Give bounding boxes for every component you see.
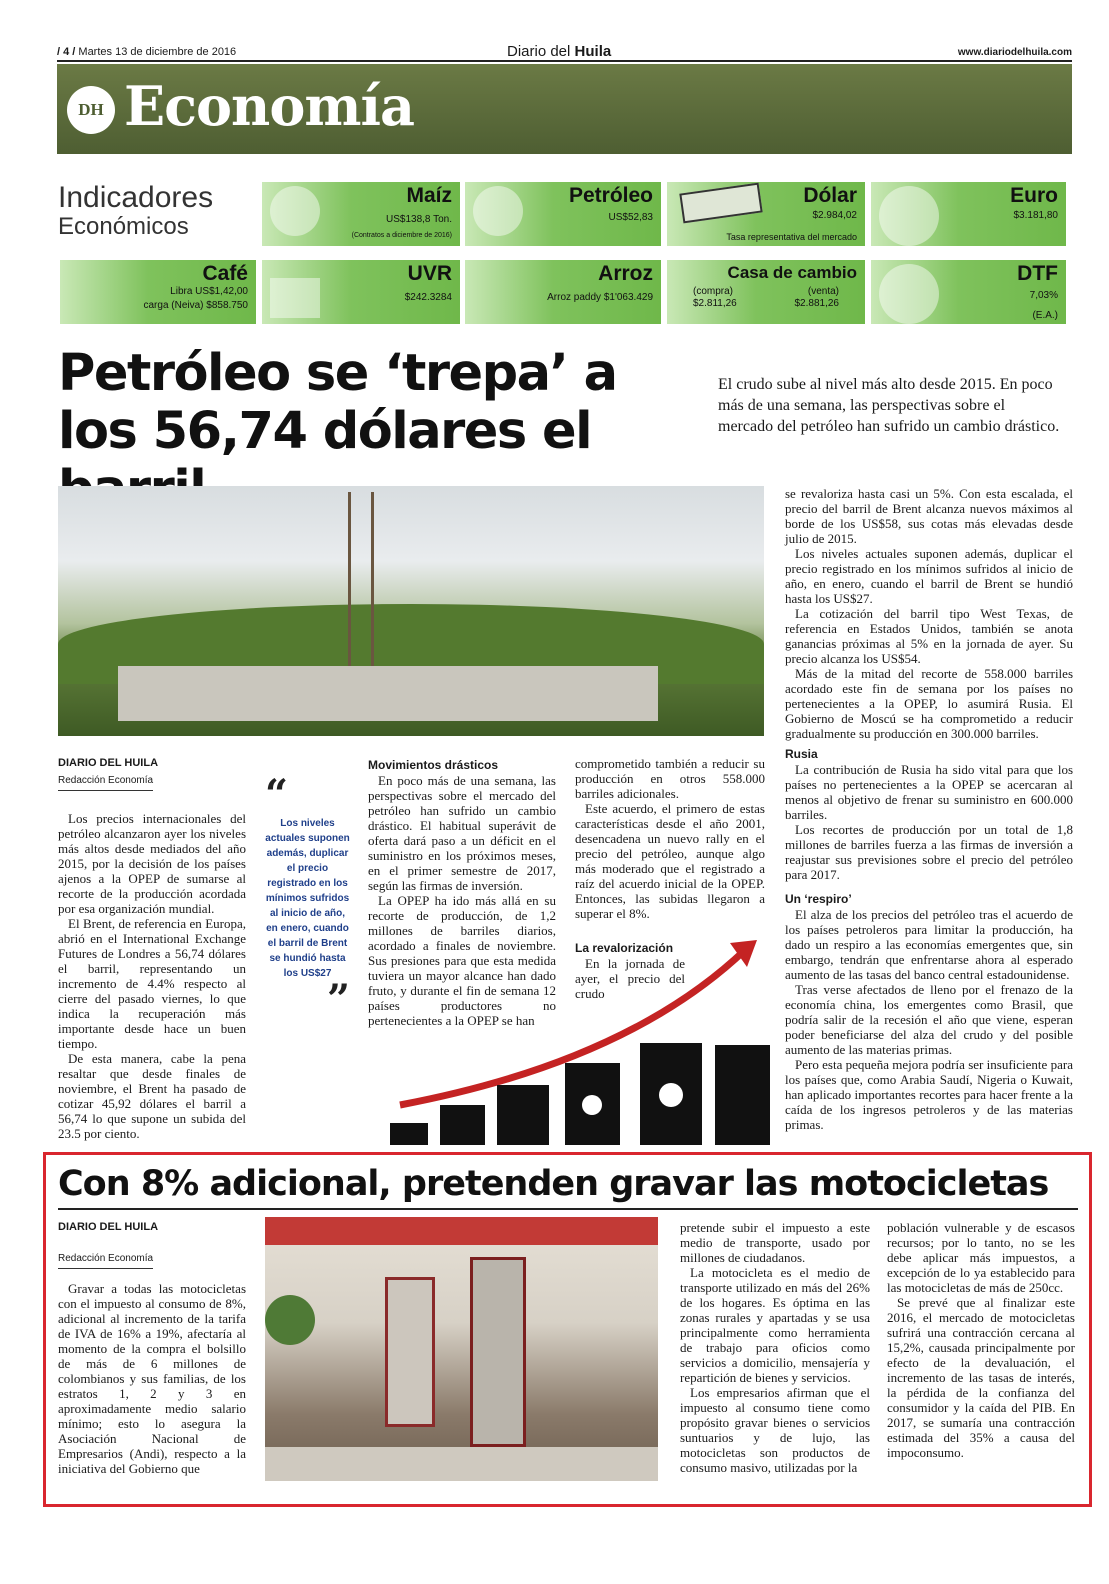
dh-logo: DH	[67, 86, 115, 134]
subhead-respiro: Un ‘respiro’	[785, 892, 852, 906]
section-banner	[57, 64, 1072, 154]
euro-icon	[879, 186, 939, 246]
headline-rule	[58, 1208, 1078, 1210]
indicator-arroz: Arroz Arroz paddy $1'063.429	[465, 260, 661, 324]
article1-col5: se revaloriza hasta casi un 5%. Con esta escalada, el precio del barril de Brent alcanza nuevos máximos al borde de los US$58, sus cotas más elevadas desde julio de 2015. Los niveles actuales suponen además, duplicar el precio registrado en los mínimos sufridos al inicio de año, en enero, cuando el barril de Brent se hundió hasta los US$27. La cotización del barril tipo West Texas, de referencia en Estados Unidos, también se anota ganancias próximas al 5% en la jornada de ayer. Su precio alcanza los US$54. Más de la mitad del recorte de 558.000 barriles acordado este fin de semana por los países no pertenecientes a la OPEP, lo asumirá Rusia. El Gobierno de Moscú se ha comprometido a reducir gradualmente su producción en 300.000 barriles. Rusia La contribución de Rusia ha sido vital para que los países no pertenecientes a la OPEP se acercaran al menos al objetivo de frenar su suministro en 600.000 barriles. Los recortes de producción por un total de 1,8 millones de barriles fuerza a las firmas de inversión a reajustar sus previsiones sobre el precio del petróleo para 2017. Un ‘respiro’ El alza de los precios del petróleo tras el acuerdo de los países petroleros para limitar la producción, ha dado un respiro a las economías emergentes que, sin embargo, tendrán que enfrentarse ahora al esperado aumento de las tasas del banco central estadounidense. Tras verse afectados de lleno por el frenazo de la economía china, los emergentes como Brasil, que podría salir de la recesión el año que viene, esperan poder beneficiarse del alza del crudo y del posible aumento de las materias primas. Pero esta pequeña mejora podría ser insuficiente para los países que, como Arabia Saudí, Nigeria o Kuwait, han aplicado importantes recortes para hacer frente a la caída de los ingresos petroleros y de las materias primas.	[785, 486, 1073, 1132]
indicator-euro: Euro $3.181,80	[871, 182, 1066, 246]
pull-quote: “ Los niveles actuales suponen además, duplicar el precio registrado en los mínimos sufridos al inicio de año, en enero, cuando el barril de Brent se hundió hasta los US$27 ”	[265, 771, 350, 1023]
gas-station-motorcycles-photo	[265, 1217, 658, 1481]
article2-col3: pretende subir el impuesto a este medio de transporte, usado por millones de ciudadanos. La motocicleta es el medio de transporte utilizado en más del 26% de los hogares. Es óptima en las zonas rurales y apartadas y se usa principalmente como herramienta de trabajo para oficios como servicios a domicilio, mensajería y repartición de bienes y servicios. Los empresarios afirman que el impuesto al consumo tiene como propósito gravar bienes o servicios suntuarios y de lujo, las motocicletas son productos de consumo masivo, utilizadas por la	[680, 1220, 870, 1475]
byline: DIARIO DEL HUILA	[58, 1221, 159, 1233]
buildings-icon	[270, 278, 320, 318]
oil-rig-photo	[58, 486, 764, 736]
byline-sub: Redacción Economía	[58, 773, 153, 791]
section-title: Economía	[124, 74, 414, 138]
oil-drop-icon	[473, 186, 523, 236]
article1-col1: DIARIO DEL HUILA Redacción Economía Los precios internacionales del petróleo alcanzaron ayer los niveles más altos desde mediados del año 2015, por la decisión de los países ajenos a la OPEP de sumarse al recorte de la producción acordada por esa organización mundial. El Brent, de referencia en Europa, abrió en el International Exchange Futures de Londres a 56,74 dólares el barril, representando un incremento de 4.4% respecto al cierre del pasado viernes, lo que indica la recuperación más importante desde hace un buen tiempo. De esta manera, cabe la pena resaltar que desde finales de noviembre, el Brent ha pasado de cotizar 45,92 dólares el barril a 56,74 lo que supone un subida del 23.5 por ciento.	[58, 757, 246, 1141]
subhead-rusia: Rusia	[785, 747, 818, 761]
barrels-chart-illustration	[385, 935, 770, 1145]
article2-col4: población vulnerable y de escasos recursos; por lo tanto, no se les debe aplicar más impuestos, a excepción de lo ya establecido para las motocicletas de más de 250cc. Se prevé que al finalizar este 2016, el mercado de motocicletas sufrirá una contracción cercana al 15,2%, causada principalmente por efecto de la devaluación, el incremento de las tasas de interés, la pérdida de la confianza del consumidor y la caída del PIB. En 2017, se sumaría una contracción estimada del 35% a causa del impoconsumo.	[887, 1220, 1075, 1460]
quote-close: ”	[326, 976, 350, 1023]
masthead: Diario del Huila	[507, 43, 612, 60]
dollar-sign-icon	[879, 264, 939, 324]
article2-col1: DIARIO DEL HUILA Redacción Economía Gravar a todas las motocicletas con el impuesto al consumo de 8%, adicional al incremento de la tarifa de IVA de 16% a 19%, afectaría al momento de la compra el bolsillo de más de 6 millones de colombianos y sus familias, de los estratos 1, 2 y 3 en aproximadamente medio salario mínimo; esto lo asegura la Asociación Nacional de Empresarios (Andi), respecto a la iniciativa del Gobierno que	[58, 1221, 246, 1476]
byline-sub: Redacción Economía	[58, 1251, 153, 1269]
corn-icon	[270, 186, 320, 236]
article-lead: El crudo sube al nivel más alto desde 2015. En poco más de una semana, las perspectivas sobre el mercado del petróleo han sufrido un cambio drástico.	[718, 376, 1060, 435]
article1-col3: Movimientos drásticos En poco más de una semana, las perspectivas sobre el mercado del petróleo han sufrido un cambio drástico. El habitual superávit de oferta dará paso a un déficit en el suministro en los próximos meses, en el primer semestre de 2017, según las firmas de inversión. La OPEP ha ido más allá en su recorte de producción, de 1,2 millones de barriles diarios, acordado a finales de noviembre. Sus presiones para que esta medida tuviera un mayor alcance han dado fruto, y durante el fin de semana 12 países productores no pertenecientes a la OPEP se han	[368, 758, 556, 1028]
indicator-cafe: Café Libra US$1,42,00 carga (Neiva) $858.750	[60, 260, 256, 324]
byline: DIARIO DEL HUILA	[58, 757, 159, 769]
site-url[interactable]: www.diariodelhuila.com	[957, 47, 1072, 58]
quote-open: “	[265, 771, 289, 818]
indicator-petroleo: Petróleo US$52,83	[465, 182, 661, 246]
subhead-movimientos: Movimientos drásticos	[368, 758, 499, 772]
indicator-dtf: DTF 7,03% (E.A.)	[871, 260, 1066, 324]
banknotes-icon	[679, 183, 762, 224]
indicator-uvr: UVR $242.3284	[262, 260, 460, 324]
indicator-casa-cambio: Casa de cambio (compra) $2.811,26 (venta) $2.881,26	[667, 260, 865, 324]
indicator-maiz: Maíz US$138,8 Ton. (Contratos a diciembre de 2016)	[262, 182, 460, 246]
article1-col4: comprometido también a reducir su producción en otros 558.000 barriles adicionales. Este acuerdo, el primero de estas características desde el año 2001, desencadena un nuevo rally en el precio del petróleo, aunque algo más moderado que el registrado a raíz del acuerdo inicial de la OPEP. Entonces, las subidas llegaron a superar el 8%. La revalorización En la jornada de ayer, el precio del crudo	[575, 756, 765, 1001]
indicators-title: Indicadores Económicos	[58, 181, 214, 240]
article2-headline: Con 8% adicional, pretenden gravar las motocicletas	[58, 1164, 1049, 1204]
indicator-dolar: Dólar $2.984,02 Tasa representativa del mercado	[667, 182, 865, 246]
page-date: / 4 / Martes 13 de diciembre de 2016	[57, 46, 237, 58]
page-header	[57, 44, 1072, 62]
article-headline: Petróleo se ‘trepa’ a los 56,74 dólares el	[58, 344, 617, 461]
subhead-revalorizacion: La revalorización	[575, 941, 674, 955]
